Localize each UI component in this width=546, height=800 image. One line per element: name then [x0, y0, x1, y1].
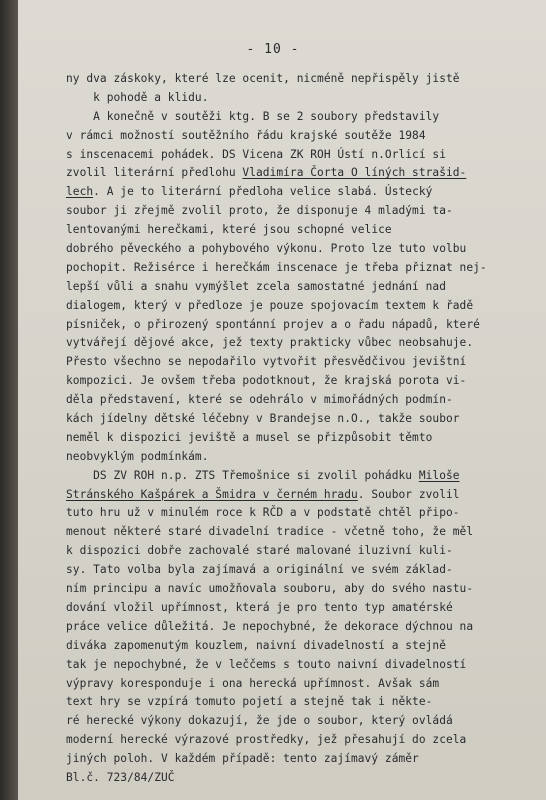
text-line [66, 183, 526, 202]
text-line [66, 372, 526, 391]
text-segment: ny dva záskoky, které lze ocenit, nicméně nepřispěly jistě [66, 72, 460, 85]
text-segment: děla představení, které se odehrálo v mimořádných podmín- [66, 393, 453, 407]
text-segment: k pohodě a klidu. [66, 90, 209, 104]
text-segment: jiných poloh. V každém případě: tento zajímavý záměr [66, 752, 419, 766]
text-line [66, 523, 526, 542]
text-segment: kompozici. Je ovšem třeba podotknout, že krajská porota vi- [66, 374, 467, 388]
text-line [66, 391, 526, 410]
text-line [66, 297, 526, 316]
text-segment: ním principu a navíc umožňovala souboru, aby do svého nastu- [66, 582, 474, 596]
text-line [66, 278, 526, 297]
text-line [66, 70, 526, 89]
underlined-title: lech [66, 185, 94, 199]
text-line [66, 599, 526, 618]
text-segment: Přesto všechno se nepodařilo vytvořit přesvědčivou jevištní [66, 355, 467, 369]
text-line [66, 580, 526, 599]
text-line [66, 542, 526, 561]
text-segment: pochopit. Režisérce i herečkám inscenace je třeba přiznat nej- [66, 260, 487, 274]
text-segment: dobrého pěveckého a pohybového výkonu. Proto lze tuto volbu [66, 242, 467, 256]
text-segment: . A je to literární předloha velice slabá. Ústecký [93, 185, 433, 199]
text-segment: tuto hru už v minulém roce k RČD a v podstatě chtěl připo- [66, 506, 460, 520]
text-line [66, 127, 526, 146]
text-line [66, 316, 526, 335]
text-segment: písniček, o přirozený spontánní projev a o řadu nápadů, které [66, 317, 480, 331]
text-segment: dialogem, který v předloze je pouze spojovacím textem k řadě [66, 298, 474, 312]
text-line [66, 202, 526, 221]
text-segment: lentovanými herečkami, které jsou schopné velice [66, 223, 392, 237]
text-line [66, 693, 526, 712]
text-segment: ré herecké výkony dokazují, že jde o soubor, který ovládá [66, 714, 453, 728]
text-line [66, 146, 526, 165]
text-segment: moderní herecké výrazové prostředky, jež přesahují do zcela [66, 733, 467, 747]
text-segment: diváka zapomenutým kouzlem, naivní divadelností a stejně [66, 638, 446, 652]
text-line [66, 486, 526, 505]
text-line [66, 467, 526, 486]
text-segment: kách jídelny dětské léčebny v Brandejse n.O., takže soubor [66, 412, 460, 426]
text-line [66, 410, 526, 429]
text-segment: DS ZV ROH n.p. ZTS Třemošnice si zvolil pohádku [66, 468, 419, 482]
text-line [66, 334, 526, 353]
text-segment: práce velice důležitá. Je nepochybné, že dekorace dýchnou na [66, 619, 474, 633]
underlined-title: Stránského Kašpárek a Šmidra v černém hradu [66, 487, 358, 501]
text-line [66, 353, 526, 372]
text-segment: k dispozici dobře zachovalé staré malované iluzivní kuli- [66, 544, 453, 558]
text-line [66, 89, 526, 108]
document-reference: Bl.č. 723/84/ZUČ [66, 770, 175, 784]
text-segment: lepší vůli a snahu vymýšlet zcela samostatné jednání nad [66, 279, 446, 293]
text-line [66, 429, 526, 448]
text-segment: tak je nepochybné, že v leččems s touto naivní divadelností [66, 657, 467, 671]
text-line [66, 750, 526, 769]
text-segment: A konečně v soutěži ktg. B se 2 soubory představily [66, 109, 440, 123]
text-line [66, 675, 526, 694]
page-number: - 10 - [246, 42, 300, 57]
text-segment: v rámci možností soutěžního řádu krajské soutěže 1984 [66, 128, 426, 142]
text-segment: dování vložil upřímnost, která je pro tento typ amatérské [66, 600, 453, 614]
text-segment: zvolil literární předlohu [66, 166, 243, 180]
text-segment: menout některé staré divadelní tradice - včetně toho, že měl [66, 525, 474, 539]
underlined-title: Miloše [418, 468, 460, 482]
text-line [66, 618, 526, 637]
text-line [66, 164, 526, 183]
text-line [66, 221, 526, 240]
text-line [66, 712, 526, 731]
binder-edge [0, 0, 18, 800]
text-segment: s inscenacemi pohádek. DS Vicena ZK ROH Ústí n.Orlicí si [66, 147, 446, 161]
text-segment: výpravy koresponduje i ona herecká upřímnost. Avšak sám [66, 676, 440, 690]
text-line [66, 448, 526, 467]
text-line [66, 731, 526, 750]
text-line [66, 259, 526, 278]
text-segment: . Soubor zvolil [357, 487, 460, 501]
text-line [66, 108, 526, 127]
text-segment: sy. Tato volba byla zajímavá a originální ve svém základ- [66, 563, 453, 577]
text-segment: vytvářejí dějové akce, jež texty prakticky vůbec neobsahuje. [66, 336, 474, 350]
text-line [66, 656, 526, 675]
text-line [66, 637, 526, 656]
text-line [66, 561, 526, 580]
text-segment: neobvyklým podmínkám. [66, 449, 209, 463]
underlined-title: Vladimíra Čorta O líných strašid- [242, 166, 467, 180]
text-segment: soubor ji zřejmě zvolil proto, že disponuje 4 mladými ta- [66, 204, 453, 218]
text-segment: text hry se vzpírá tomuto pojetí a stejně tak i někte- [66, 695, 433, 709]
text-line [66, 504, 526, 523]
text-segment: neměl k dispozici jeviště a musel se přizpůsobit těmto [66, 430, 433, 444]
text-line [66, 240, 526, 259]
body-text [66, 70, 526, 788]
